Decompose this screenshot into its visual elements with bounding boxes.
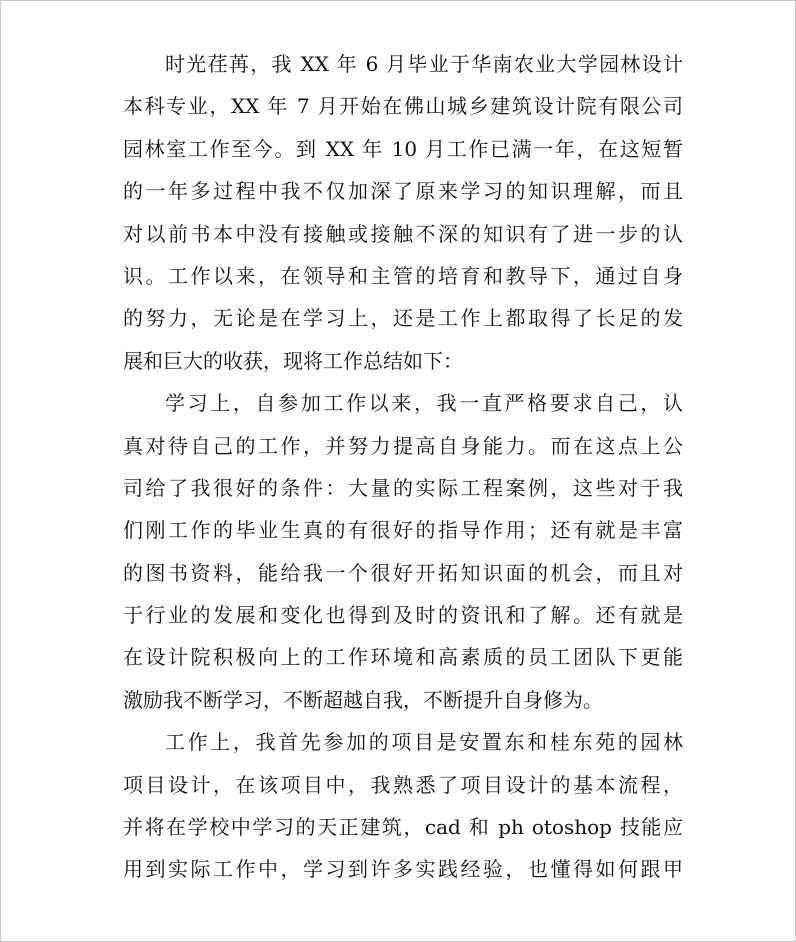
text-line: 并将在学校中学习的天正建筑，cad 和 ph otoshop 技能应 — [123, 815, 683, 840]
text-line: 司给了我很好的条件：大量的实际工程案例，这些对于我 — [123, 475, 683, 500]
text-line: 本科专业，XX 年 7 月开始在佛山城乡建筑设计院有限公司 — [123, 94, 683, 119]
text-line: 园林室工作至今。到 XX 年 10 月工作已满一年，在这短暂 — [123, 136, 683, 161]
text-line: 学习上，自参加工作以来，我一直严格要求自己，认 — [165, 391, 683, 416]
text-line: 对以前书本中没有接触或接触不深的知识有了进一步的认 — [123, 221, 683, 246]
text-line: 的图书资料，能给我一个很好开拓知识面的机会，而且对 — [123, 560, 683, 585]
text-line: 真对待自己的工作，并努力提高自身能力。而在这点上公 — [123, 433, 683, 458]
text-line: 展和巨大的收获，现将工作总结如下： — [123, 348, 463, 373]
text-line: 时光荏苒，我 XX 年 6 月毕业于华南农业大学园林设计 — [165, 52, 683, 76]
text-line: 用到实际工作中，学习到许多实践经验，也懂得如何跟甲 — [123, 857, 683, 882]
text-line: 工作上，我首先参加的项目是安置东和桂东苑的园林 — [165, 730, 683, 755]
text-line: 的一年多过程中我不仅加深了原来学习的知识理解，而且 — [123, 179, 683, 204]
document-body — [123, 43, 683, 891]
text-line: 激励我不断学习，不断超越自我，不断提升自身修为。 — [123, 687, 603, 712]
text-line: 们刚工作的毕业生真的有很好的指导作用；还有就是丰富 — [123, 518, 683, 543]
text-line: 于行业的发展和变化也得到及时的资讯和了解。还有就是 — [123, 603, 683, 628]
text-line: 识。工作以来，在领导和主管的培育和教导下，通过自身 — [123, 263, 683, 288]
text-line: 在设计院积极向上的工作环境和高素质的员工团队下更能 — [123, 645, 683, 670]
text-line: 的努力，无论是在学习上，还是工作上都取得了长足的发 — [123, 306, 683, 331]
text-line: 项目设计，在该项目中，我熟悉了项目设计的基本流程， — [123, 772, 683, 797]
